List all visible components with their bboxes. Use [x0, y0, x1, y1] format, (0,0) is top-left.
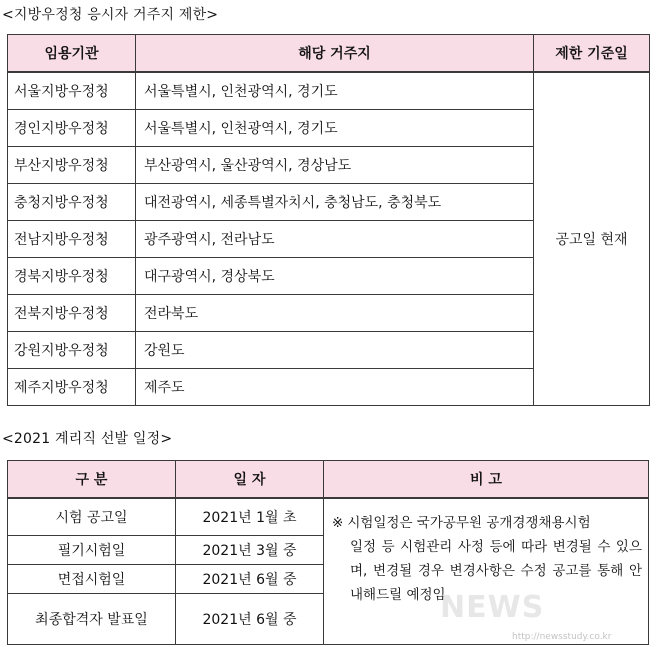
region-cell: 부산광역시, 울산광역시, 경상남도 — [136, 147, 534, 184]
note-mark: ※ — [332, 515, 344, 531]
agency-cell: 강원지방우정청 — [8, 332, 136, 369]
schedule-table — [7, 460, 649, 645]
remarks-first-line: 시험일정은 국가공무원 공개경쟁채용시험 — [347, 515, 591, 531]
remarks-text: 일정 등 시험관리 사정 등에 따라 변경될 수 있으며, 변경될 경우 변경사항은 수정 공고를 통해 안내해드릴 예정임 — [350, 539, 642, 603]
schedule-name-cell: 시험 공고일 — [8, 498, 176, 536]
header-agency: 임용기관 — [8, 35, 136, 73]
basis-date-cell: 공고일 현재 — [534, 72, 650, 406]
agency-cell: 경인지방우정청 — [8, 110, 136, 147]
header-basis-date: 제한 기준일 — [534, 35, 650, 73]
header-date: 일 자 — [176, 461, 324, 499]
schedule-title: <2021 계리직 선발 일정> — [2, 431, 173, 447]
schedule-date-cell: 2021년 1월 초 — [176, 498, 324, 536]
schedule-name-cell: 필기시험일 — [8, 536, 176, 565]
residence-restriction-title: <지방우정청 응시자 거주지 제한> — [2, 7, 219, 23]
agency-cell: 전남지방우정청 — [8, 221, 136, 258]
schedule-date-cell: 2021년 3월 중 — [176, 536, 324, 565]
agency-cell: 부산지방우정청 — [8, 147, 136, 184]
region-cell: 전라북도 — [136, 295, 534, 332]
header-region: 해당 거주지 — [136, 35, 534, 73]
header-remarks: 비 고 — [324, 461, 649, 499]
schedule-date-cell: 2021년 6월 중 — [176, 565, 324, 594]
region-cell: 대구광역시, 경상북도 — [136, 258, 534, 295]
table-row — [8, 498, 649, 536]
schedule-name-cell: 최종합격자 발표일 — [8, 594, 176, 645]
agency-cell: 제주지방우정청 — [8, 369, 136, 406]
watermark-url: http://newsstudy.co.kr — [512, 632, 612, 642]
header-category: 구 분 — [8, 461, 176, 499]
table-header-row — [8, 35, 650, 73]
agency-cell: 충청지방우정청 — [8, 184, 136, 221]
residence-restriction-table — [7, 34, 650, 406]
agency-cell: 경북지방우정청 — [8, 258, 136, 295]
schedule-name-cell: 면접시험일 — [8, 565, 176, 594]
table-header-row — [8, 461, 649, 499]
region-cell: 서울특별시, 인천광역시, 경기도 — [136, 110, 534, 147]
region-cell: 제주도 — [136, 369, 534, 406]
schedule-date-cell: 2021년 6월 중 — [176, 594, 324, 645]
table-row — [8, 72, 650, 110]
agency-cell: 전북지방우정청 — [8, 295, 136, 332]
region-cell: 강원도 — [136, 332, 534, 369]
region-cell: 광주광역시, 전라남도 — [136, 221, 534, 258]
region-cell: 대전광역시, 세종특별자치시, 충청남도, 충청북도 — [136, 184, 534, 221]
region-cell: 서울특별시, 인천광역시, 경기도 — [136, 72, 534, 110]
agency-cell: 서울지방우정청 — [8, 72, 136, 110]
watermark-logo: NEWS — [440, 590, 545, 625]
